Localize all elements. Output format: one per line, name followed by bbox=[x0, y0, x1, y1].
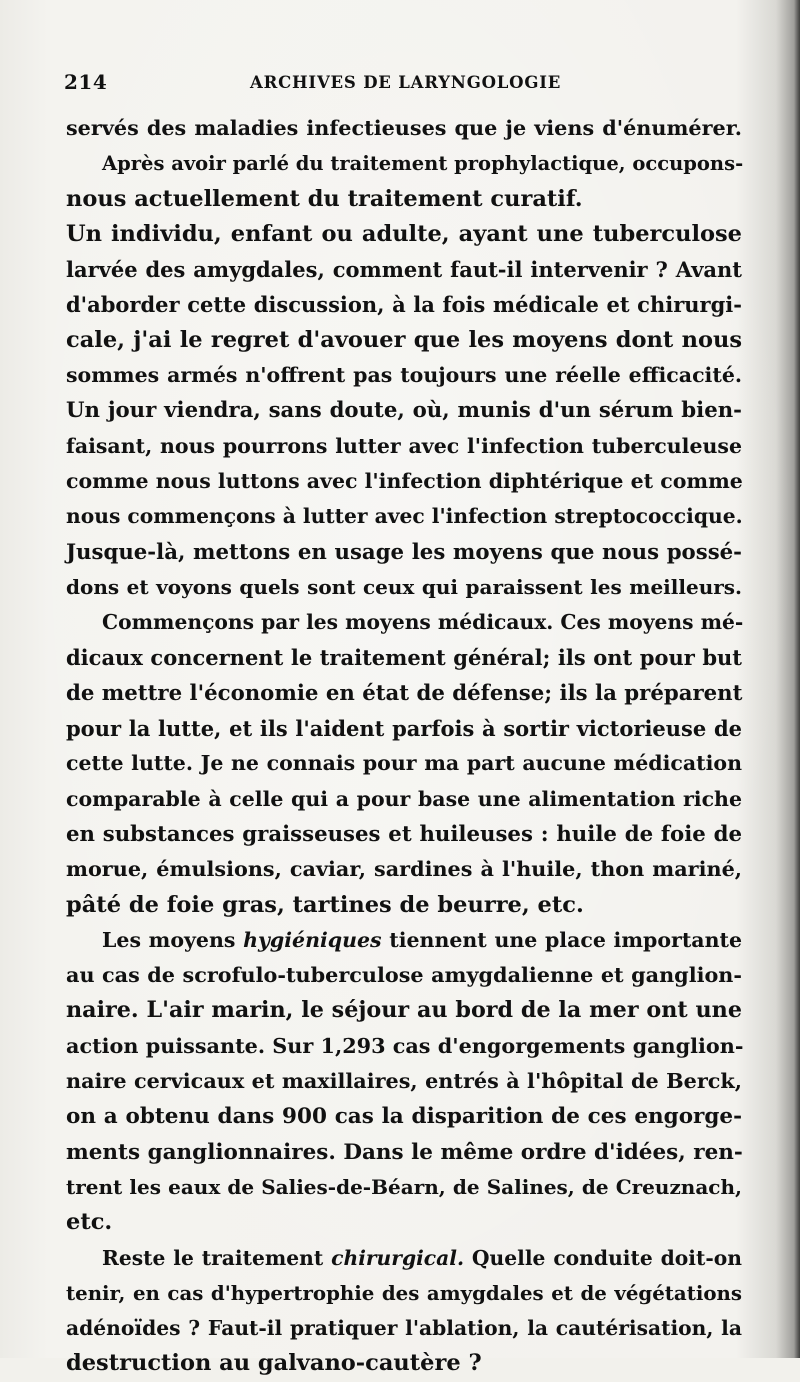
text-line bbox=[66, 1241, 742, 1276]
text-line: Après avoir parlé du traitement prophylactique, occupons- bbox=[102, 152, 744, 176]
text-line: Commençons par les moyens médicaux. Ces moyens mé- bbox=[102, 610, 744, 635]
text-line: cale, j'ai le regret d'avouer que les moyens dont nous bbox=[66, 326, 742, 353]
text-line bbox=[66, 923, 742, 958]
italic-term: hygiéniques bbox=[243, 927, 382, 952]
text-line: etc. bbox=[66, 1209, 113, 1236]
text-line: Un individu, enfant ou adulte, ayant une tuberculose bbox=[66, 220, 742, 247]
text-line: cette lutte. Je ne connais pour ma part aucune médication bbox=[66, 751, 742, 776]
text-line: ments ganglionnaires. Dans le même ordre d'idées, ren- bbox=[66, 1139, 743, 1165]
text-line: nous actuellement du traitement curatif. bbox=[66, 185, 583, 212]
text-segment: Reste le traitement bbox=[102, 1245, 332, 1270]
text-line: pâté de foie gras, tartines de beurre, etc. bbox=[66, 891, 584, 918]
text-line: faisant, nous pourrons lutter avec l'infection tuberculeuse bbox=[66, 433, 742, 458]
text-line: action puissante. Sur 1,293 cas d'engorgements ganglion- bbox=[66, 1033, 744, 1058]
text-line: d'aborder cette discussion, à la fois médicale et chirurgi- bbox=[66, 292, 742, 318]
text-line: naire cervicaux et maxillaires, entrés à l'hôpital de Berck, bbox=[66, 1069, 742, 1094]
text-line: dicaux concernent le traitement général; ils ont pour but bbox=[66, 645, 742, 671]
text-line: au cas de scrofulo-tuberculose amygdalienne et ganglion- bbox=[66, 963, 742, 988]
text-line: pour la lutte, et ils l'aident parfois à sortir victorieuse de bbox=[66, 716, 742, 742]
page-gutter-shadow bbox=[794, 0, 800, 1358]
text-line: nous commençons à lutter avec l'infection streptococcique. bbox=[66, 504, 743, 529]
text-line: tenir, en cas d'hypertrophie des amygdales et de végétations bbox=[66, 1280, 742, 1305]
body-text bbox=[66, 111, 742, 1382]
text-line: trent les eaux de Salies-de-Béarn, de Salines, de Creuznach, bbox=[66, 1174, 742, 1199]
text-line: comparable à celle qui a pour base une alimentation riche bbox=[66, 786, 742, 811]
running-title: ARCHIVES DE LARYNGOLOGIE bbox=[250, 73, 562, 92]
text-line: Jusque-là, mettons en usage les moyens que nous possé- bbox=[66, 539, 742, 565]
text-line: comme nous luttons avec l'infection diphtérique et comme bbox=[66, 468, 743, 493]
text-line: Un jour viendra, sans doute, où, munis d'un sérum bien- bbox=[66, 398, 742, 424]
text-line: morue, émulsions, caviar, sardines à l'huile, thon mariné, bbox=[66, 857, 742, 882]
text-line: dons et voyons quels sont ceux qui paraissent les meilleurs. bbox=[66, 574, 742, 599]
text-line: servés des maladies infectieuses que je viens d'énumérer. bbox=[66, 116, 742, 140]
page-header bbox=[64, 70, 764, 96]
text-line: en substances graisseuses et huileuses : huile de foie de bbox=[66, 821, 742, 847]
page-number: 214 bbox=[64, 70, 108, 94]
text-line: sommes armés n'offrent pas toujours une réelle efficacité. bbox=[66, 363, 742, 388]
text-line: adénoïdes ? Faut-il pratiquer l'ablation, la cautérisation, la bbox=[66, 1316, 742, 1341]
text-segment: Les moyens bbox=[102, 927, 244, 952]
text-line: on a obtenu dans 900 cas la disparition de ces engorge- bbox=[66, 1104, 742, 1130]
text-line: destruction au galvano-cautère ? bbox=[66, 1350, 482, 1377]
italic-term: chirurgical. bbox=[331, 1245, 464, 1270]
text-segment: tiennent une place importante bbox=[381, 927, 742, 952]
text-line: naire. L'air marin, le séjour au bord de la mer ont une bbox=[66, 997, 742, 1024]
text-line: larvée des amygdales, comment faut-il intervenir ? Avant bbox=[66, 257, 742, 283]
text-line: de mettre l'économie en état de défense; ils la préparent bbox=[66, 680, 743, 706]
text-segment: Quelle conduite doit-on bbox=[464, 1245, 742, 1270]
